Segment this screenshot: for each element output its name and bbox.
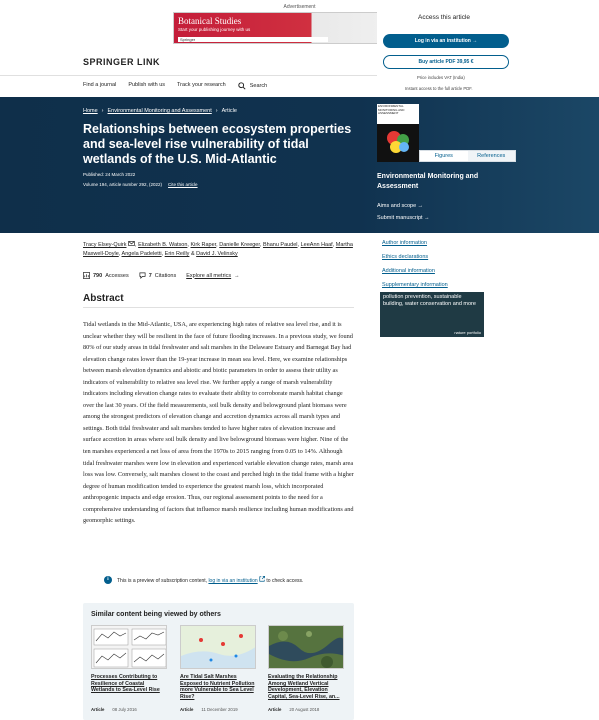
main-nav <box>83 82 267 90</box>
chart-thumbnail-icon <box>92 626 167 669</box>
link-author-information[interactable]: Author information <box>382 240 427 246</box>
sidebar-ad-text: pollution prevention, sustainable building, water conservation and more <box>383 294 476 307</box>
author-link[interactable]: David J. Velinsky <box>196 251 238 257</box>
info-icon: i <box>104 576 112 584</box>
similar-card[interactable] <box>91 625 169 712</box>
map-thumbnail-icon <box>181 626 256 669</box>
author-link[interactable]: Elizabeth B. Watson <box>138 242 188 248</box>
sidebar-section-links <box>382 236 448 292</box>
author-list: Tracy Elsey-Quirk , Elizabeth B. Watson, Kirk Raper, Danielle Kreeger, Bhanu Paudel, LeeAnn Haaf, Martha Maxwell-Doyle, Angela Padeletti, Erin Reilly & David J. Velinsky <box>83 242 353 257</box>
abstract-text: Tidal wetlands in the Mid-Atlantic, USA, are experiencing high rates of relative sea level rise, and it is unclear whether they will be resilient in the face of future flooding increases. In a previous study, we found 80% of our study areas in tidal freshwater and salt marshes in the Delaware Estuary and Barnegat Bay had elevation change rates lower than the 19-year increase in mean sea level. Here, we examine relationships between marsh elevation dynamics and abiotic and biotic parameters in order to assess their utility as indicators of vulnerability to relative sea level rise. We further apply a range of marsh vulnerability indicators including elevation change rates to evaluate their ability to corroborate marsh habitat change over the last 30 years. Of the field measurements, soil bulk density and belowground plant biomass were among the strongest predictors of elevation change and accretion dynamics across all marsh types and settings. Both tidal freshwater and salt marshes tended to have higher rates of elevation increase and surface accretion in areas where soil bulk density and live belowground biomass were higher. Nine of the ten marshes experienced a net loss of area from the 1970s to 2015 ranging from 0.05 to 14%. Although tidal freshwater marshes were low in elevation and experienced variable elevation change rates, marsh area loss was low. Conversely, salt marshes closest to the coast and perched high in the tidal frame with a higher degree of human modification tended to experience the greatest marsh loss, which incorporated anthropogenic impacts and edge erosion. Thus, our regional assessment points to the need for a comprehensive understanding of factors that influence marsh resilience including human modifications and geomorphic settings. <box>83 321 354 525</box>
submit-manuscript-link[interactable]: Submit manuscript → <box>377 215 430 221</box>
preview-login-link[interactable]: log in via an institution <box>208 578 258 584</box>
similar-card[interactable] <box>268 625 346 712</box>
subscription-preview-note <box>104 576 303 584</box>
author-link[interactable]: Bhanu Paudel <box>262 242 298 248</box>
similar-card-date: 20 August 2018 <box>289 707 320 712</box>
login-institution-button[interactable]: Log in via an institution → <box>383 34 509 48</box>
similar-content-heading: Similar content being viewed by others <box>91 611 221 618</box>
instant-access-note: Instant access to the full article PDF. <box>405 86 473 91</box>
access-title: Access this article <box>418 14 471 21</box>
similar-card-meta <box>91 707 169 712</box>
accesses-label: Accesses <box>105 272 129 279</box>
author-link[interactable]: Martha Maxwell-Doyle <box>83 242 353 257</box>
similar-card-type: Article <box>91 707 105 712</box>
cite-article-link[interactable]: Cite this article <box>168 182 198 187</box>
citations-label: Citations <box>154 272 177 279</box>
search-icon <box>238 82 246 90</box>
sidebar-ad[interactable] <box>380 292 484 337</box>
article-title: Relationships between ecosystem properties and sea-level rise vulnerability of tidal wetlands of the U.S. Mid-Atlantic <box>83 122 352 166</box>
abstract-heading: Abstract <box>83 293 124 304</box>
volume-info <box>83 182 198 187</box>
cover-circle-blue <box>399 142 409 152</box>
article-metrics <box>83 272 240 279</box>
citations-icon <box>139 272 146 279</box>
similar-card-date: 08 July 2016 <box>112 707 137 712</box>
breadcrumb-separator: › <box>101 108 104 114</box>
accesses-count: 790 <box>93 272 103 279</box>
author-link[interactable]: Danielle Kreeger <box>219 242 260 248</box>
breadcrumb-separator: › <box>215 108 218 114</box>
nav-track-research[interactable]: Track your research <box>177 82 226 88</box>
similar-card-thumbnail <box>91 625 167 669</box>
satellite-thumbnail-icon <box>269 626 344 669</box>
similar-card-date: 11 December 2019 <box>201 707 238 712</box>
buy-article-button[interactable]: Buy article PDF 39,95 € <box>383 55 509 69</box>
cover-title: ENVIRONMENTAL MONITORING AND ASSESSMENT <box>377 104 419 124</box>
search-label: Search <box>249 83 268 89</box>
advertisement-label: Advertisement <box>283 4 316 10</box>
similar-card-thumbnail <box>180 625 256 669</box>
similar-card-title[interactable]: Are Tidal Salt Marshes Exposed to Nutrient Pollution more Vulnerable to Sea Level Rise? <box>180 674 255 701</box>
similar-card-thumbnail <box>268 625 344 669</box>
author-link[interactable]: Tracy Elsey-Quirk <box>83 242 127 248</box>
accesses-icon <box>83 272 90 279</box>
similar-card-type: Article <box>180 707 194 712</box>
journal-cover-image[interactable] <box>377 104 419 162</box>
sidebar-tabs <box>419 150 516 162</box>
nav-publish[interactable]: Publish with us <box>128 82 166 88</box>
breadcrumb <box>83 108 237 114</box>
author-link[interactable]: Kirk Raper <box>190 242 217 248</box>
link-ethics-declarations[interactable]: Ethics declarations <box>382 254 429 260</box>
aims-scope-link[interactable]: Aims and scope → <box>377 203 424 209</box>
preview-text-after: to check access. <box>266 578 304 584</box>
ad-subtitle: Start your publishing journey with us <box>178 27 251 32</box>
header-divider <box>0 75 377 76</box>
volume-text: Volume 194, article number 292, (2022) <box>83 182 163 187</box>
author-link[interactable]: Angela Padeletti <box>121 251 162 257</box>
explore-metrics-link[interactable]: Explore all metrics <box>186 272 232 279</box>
search-button[interactable] <box>238 82 267 90</box>
similar-card-type: Article <box>268 707 282 712</box>
price-note: Price includes VAT (India) <box>417 75 465 80</box>
abstract-divider <box>83 307 354 308</box>
similar-card-meta <box>180 707 258 712</box>
ad-publisher: Springer <box>178 37 328 42</box>
breadcrumb-journal[interactable]: Environmental Monitoring and Assessment <box>107 108 212 114</box>
tab-references[interactable]: References <box>477 153 506 159</box>
similar-card[interactable] <box>180 625 258 712</box>
author-link[interactable]: LeeAnn Haaf <box>300 242 333 248</box>
published-date: Published: 24 March 2022 <box>83 172 136 177</box>
breadcrumb-home[interactable]: Home <box>83 108 98 114</box>
ad-title: Botanical Studies <box>178 16 242 26</box>
similar-content-panel <box>83 603 354 720</box>
similar-card-title[interactable]: Processes Contributing to Resilience of Coastal Wetlands to Sea-Level Rise <box>91 674 160 694</box>
citations-count: 7 <box>148 272 152 279</box>
email-icon[interactable] <box>128 241 135 246</box>
breadcrumb-current: Article <box>221 108 237 114</box>
sidebar-ad-brand: nature portfolio <box>454 330 481 335</box>
tab-figures[interactable]: Figures <box>420 151 468 161</box>
external-link-icon <box>259 576 265 582</box>
preview-text-before: This is a preview of subscription content, <box>117 578 208 584</box>
similar-card-title[interactable]: Evaluating the Relationship Among Wetland Vertical Development, Elevation Capital, Sea-Level Rise, an... <box>268 674 340 701</box>
nav-find-journal[interactable]: Find a journal <box>83 82 117 88</box>
arrow-right-icon: → <box>234 272 240 279</box>
access-panel <box>377 9 517 97</box>
springer-link-logo[interactable]: SPRINGER LINK <box>83 57 161 67</box>
similar-card-meta <box>268 707 346 712</box>
link-additional-information[interactable]: Additional information <box>382 268 435 274</box>
author-link[interactable]: Erin Reilly <box>164 251 190 257</box>
journal-name[interactable]: Environmental Monitoring and Assessment <box>377 173 479 190</box>
link-supplementary-information[interactable]: Supplementary information <box>382 282 448 288</box>
